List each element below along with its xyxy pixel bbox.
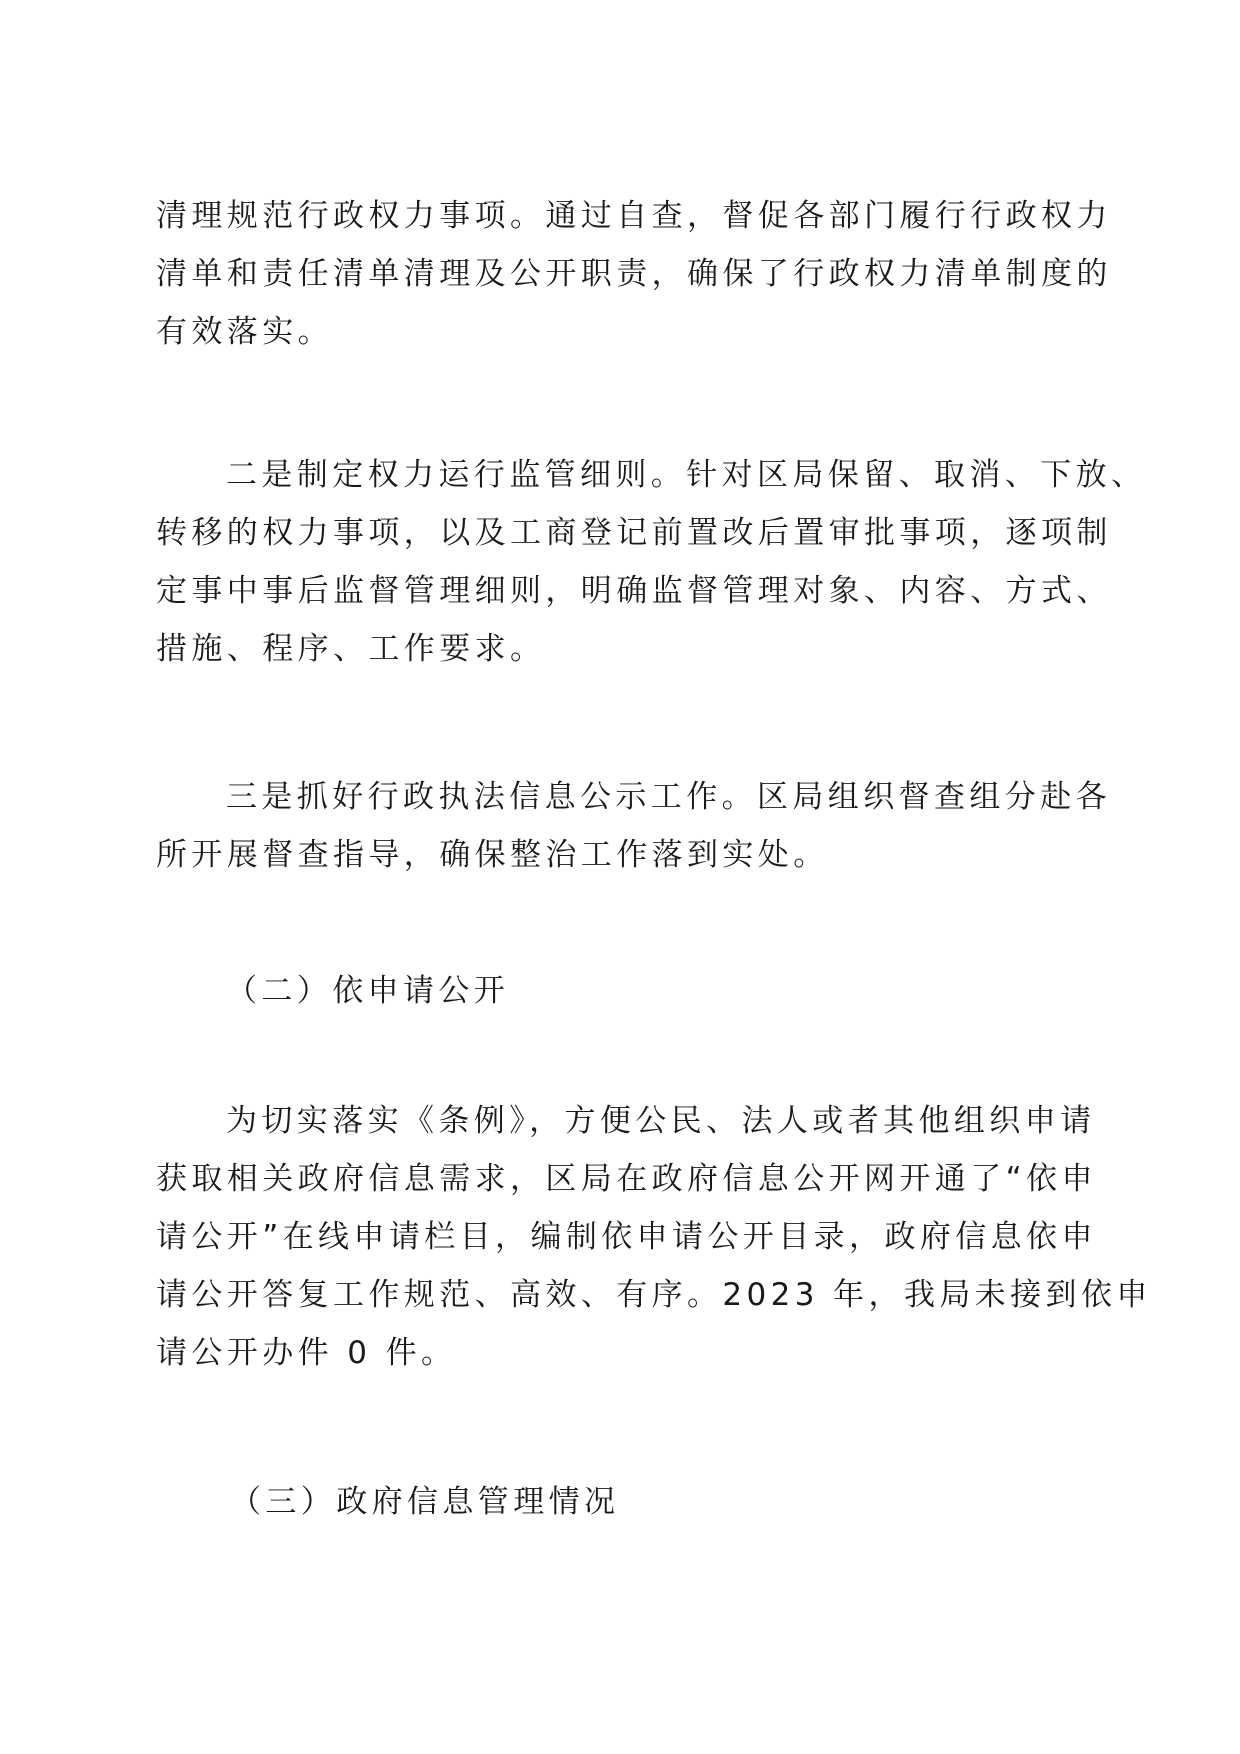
text-line: 请公开办件 0 件。 xyxy=(156,1335,457,1371)
text-line: 所开展督查指导，确保整治工作落到实处。 xyxy=(156,837,829,873)
text-line: 请公开”在线申请栏目，编制依申请公开目录，政府信息依申 xyxy=(156,1219,1097,1255)
text-line: 请公开答复工作规范、高效、有序。2023 年，我局未接到依申 xyxy=(156,1277,1152,1313)
text-line: 转移的权力事项，以及工商登记前置改后置审批事项，逐项制 xyxy=(156,515,1112,551)
text-line: 措施、程序、工作要求。 xyxy=(156,631,546,667)
text-line: 为切实落实《条例》，方便公民、法人或者其他组织申请 xyxy=(226,1103,1096,1139)
text-line: 清单和责任清单清理及公开职责，确保了行政权力清单制度的 xyxy=(156,256,1112,292)
section-heading-info-management xyxy=(156,1473,1086,1531)
text-line: 二是制定权力运行监管细则。针对区局保留、取消、下放、 xyxy=(226,457,1147,493)
heading-text: （二）依申请公开 xyxy=(226,973,510,1009)
text-line: 有效落实。 xyxy=(156,314,333,350)
paragraph-enforcement-disclosure xyxy=(156,768,1111,884)
heading-text: （三）政府信息管理情况 xyxy=(230,1484,620,1520)
paragraph-supervision-rules xyxy=(156,446,1147,678)
paragraph-application-disclosure xyxy=(156,1092,1152,1382)
paragraph-power-list-cleanup xyxy=(156,187,1112,361)
text-line: 获取相关政府信息需求，区局在政府信息公开网开通了“依申 xyxy=(156,1161,1097,1197)
text-line: 定事中事后监督管理细则，明确监督管理对象、内容、方式、 xyxy=(156,573,1112,609)
section-heading-application-disclosure xyxy=(156,962,1086,1020)
text-line: 清理规范行政权力事项。通过自查，督促各部门履行行政权力 xyxy=(156,198,1112,234)
text-line: 三是抓好行政执法信息公示工作。区局组织督查组分赴各 xyxy=(226,779,1111,815)
